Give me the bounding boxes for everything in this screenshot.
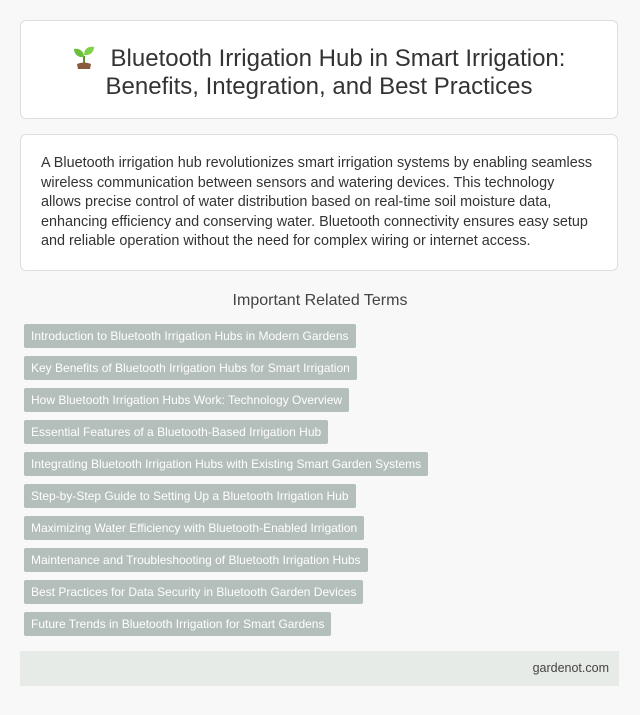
related-term-link[interactable]: Essential Features of a Bluetooth-Based Irrigation Hub [24,420,328,444]
related-term-link[interactable]: Maximizing Water Efficiency with Bluetooth-Enabled Irrigation [24,516,364,540]
related-term-link[interactable]: Maintenance and Troubleshooting of Bluetooth Irrigation Hubs [24,548,368,572]
related-term-link[interactable]: How Bluetooth Irrigation Hubs Work: Technology Overview [24,388,349,412]
sprout-icon [73,45,95,69]
related-term-link[interactable]: Key Benefits of Bluetooth Irrigation Hubs for Smart Irrigation [24,356,357,380]
intro-card [20,134,618,271]
related-term-link[interactable]: Introduction to Bluetooth Irrigation Hubs in Modern Gardens [24,324,356,348]
page-title-text: Bluetooth Irrigation Hub in Smart Irrigation: Benefits, Integration, and Best Practices [105,45,566,100]
page-title [51,45,587,101]
related-term-link[interactable]: Step-by-Step Guide to Setting Up a Bluetooth Irrigation Hub [24,484,356,508]
title-card [20,20,618,119]
related-terms-list [24,324,624,644]
footer-site-name[interactable]: gardenot.com [532,661,609,675]
related-term-link[interactable]: Best Practices for Data Security in Bluetooth Garden Devices [24,580,363,604]
intro-paragraph: A Bluetooth irrigation hub revolutionizes smart irrigation systems by enabling seamless wireless communication between sensors and watering devices. This technology allows precise control of water distribution based on real-time soil moisture data, enhancing efficiency and conserving water. Bluetooth connectivity ensures easy setup and reliable operation without the need for complex wiring or internet access. [41,155,593,249]
related-terms-heading: Important Related Terms [232,292,408,309]
related-term-link[interactable]: Integrating Bluetooth Irrigation Hubs with Existing Smart Garden Systems [24,452,428,476]
footer [20,651,619,686]
related-term-link[interactable]: Future Trends in Bluetooth Irrigation for Smart Gardens [24,612,331,636]
